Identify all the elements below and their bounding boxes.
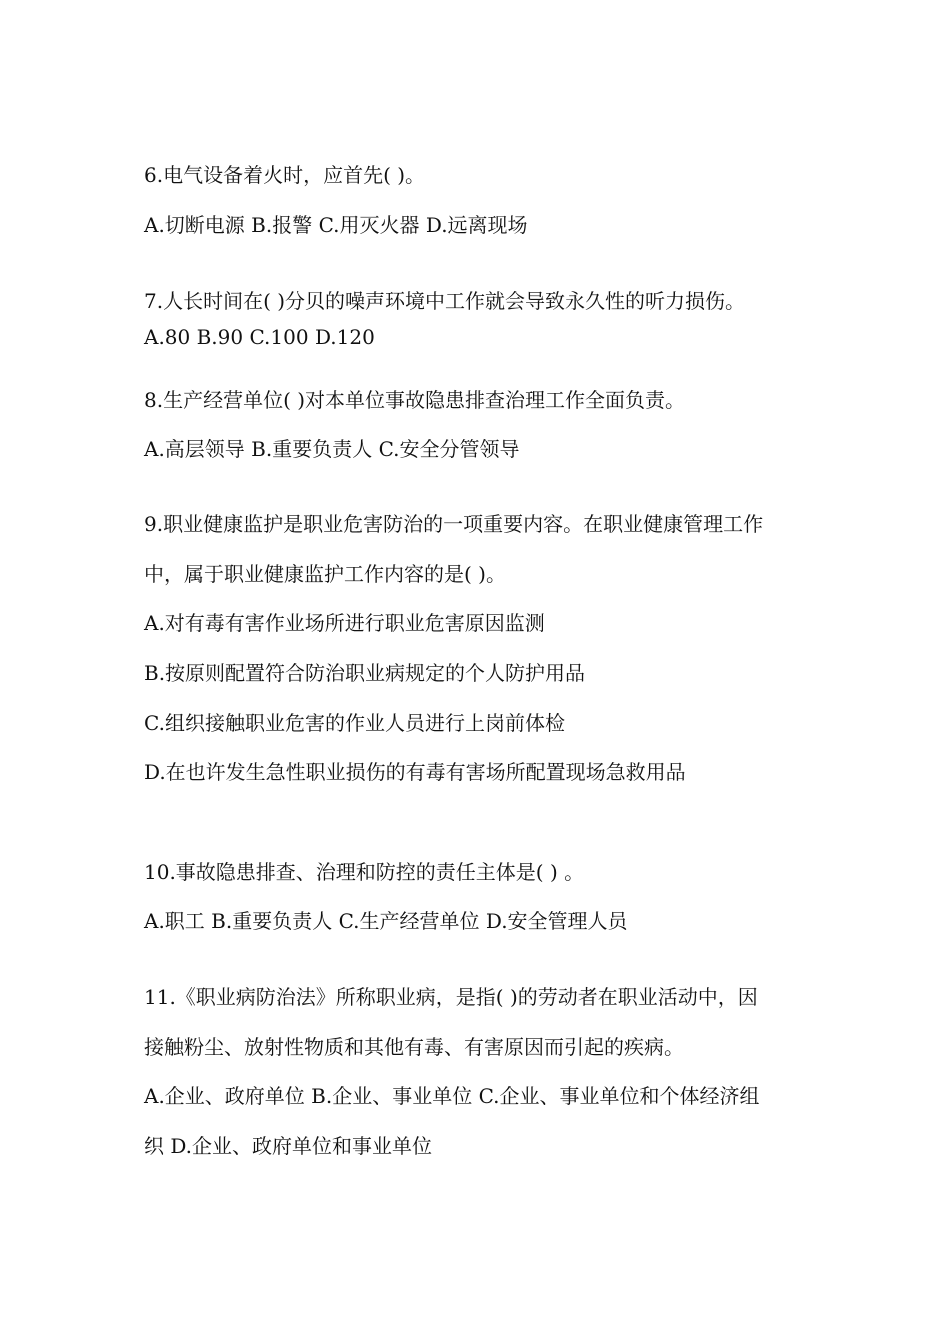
question-9-option-d: D.在也许发生急性职业损伤的有毒有害场所配置现场急救用品 — [144, 760, 686, 784]
question-9-option-b: B.按原则配置符合防治职业病规定的个人防护用品 — [144, 661, 586, 685]
question-11-stem-line-1: 11.《职业病防治法》所称职业病，是指( )的劳动者在职业活动中，因 — [144, 985, 758, 1009]
question-11-options-line-2: 织 D.企业、政府单位和事业单位 — [144, 1134, 433, 1158]
question-9-option-a: A.对有毒有害作业场所进行职业危害原因监测 — [144, 611, 545, 635]
question-10-stem: 10.事故隐患排查、治理和防控的责任主体是( ) 。 — [144, 860, 585, 884]
question-6-options: A.切断电源 B.报警 C.用灭火器 D.远离现场 — [144, 213, 528, 237]
question-7-stem: 7.人长时间在( )分贝的噪声环境中工作就会导致永久性的听力损伤。 — [144, 289, 746, 313]
question-9-stem-line-1: 9.职业健康监护是职业危害防治的一项重要内容。在职业健康管理工作 — [144, 512, 764, 536]
question-10-options: A.职工 B.重要负责人 C.生产经营单位 D.安全管理人员 — [144, 909, 628, 933]
question-11-stem-line-2: 接触粉尘、放射性物质和其他有毒、有害原因而引起的疾病。 — [144, 1035, 684, 1059]
question-11-options-line-1: A.企业、政府单位 B.企业、事业单位 C.企业、事业单位和个体经济组 — [144, 1084, 760, 1108]
question-8-stem: 8.生产经营单位( )对本单位事故隐患排查治理工作全面负责。 — [144, 388, 686, 412]
question-8-options: A.高层领导 B.重要负责人 C.安全分管领导 — [144, 437, 520, 461]
question-9-stem-line-2: 中，属于职业健康监护工作内容的是( )。 — [144, 562, 506, 586]
question-7-options: A.80 B.90 C.100 D.120 — [144, 325, 375, 349]
question-6-stem: 6.电气设备着火时，应首先( )。 — [144, 163, 426, 187]
question-9-option-c: C.组织接触职业危害的作业人员进行上岗前体检 — [144, 711, 565, 735]
